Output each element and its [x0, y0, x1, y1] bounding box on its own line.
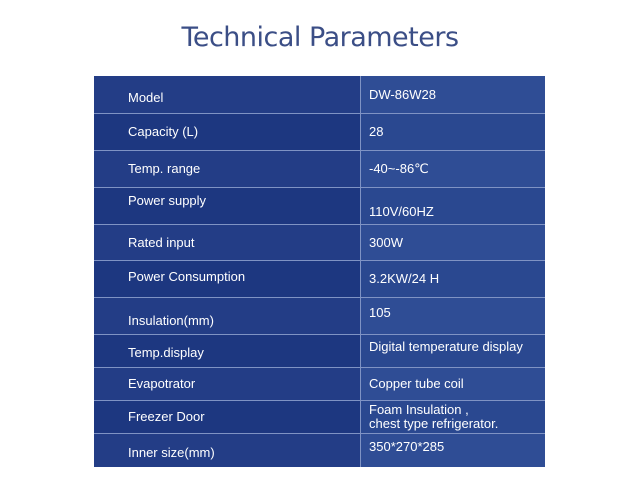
- row-value: 105: [360, 298, 545, 334]
- row-value: 28: [360, 114, 545, 150]
- row-value: DW-86W28: [360, 76, 545, 113]
- row-value: 300W: [360, 225, 545, 260]
- row-label: Power supply: [94, 188, 360, 224]
- row-value: 3.2KW/24 H: [360, 261, 545, 297]
- parameters-table: [94, 76, 545, 467]
- table-row: [94, 368, 545, 401]
- table-row: [94, 114, 545, 151]
- table-row: [94, 151, 545, 188]
- row-value: 110V/60HZ: [360, 188, 545, 224]
- row-label: Temp. range: [94, 151, 360, 187]
- table-row: [94, 298, 545, 335]
- row-label: Freezer Door: [94, 401, 360, 433]
- row-value: Foam Insulation , chest type refrigerator.: [360, 401, 545, 433]
- row-label: Capacity (L): [94, 114, 360, 150]
- row-value: 350*270*285: [360, 434, 545, 467]
- table-row: [94, 401, 545, 434]
- row-value: -40~-86℃: [360, 151, 545, 187]
- table-row: [94, 188, 545, 225]
- table-row: [94, 335, 545, 368]
- row-value: Digital temperature display: [360, 335, 545, 367]
- table-row: [94, 76, 545, 114]
- table-row: [94, 434, 545, 467]
- page-title: Technical Parameters: [181, 22, 459, 53]
- table-row: [94, 261, 545, 298]
- row-label: Model: [94, 76, 360, 113]
- row-label: Rated input: [94, 225, 360, 260]
- row-label: Evapotrator: [94, 368, 360, 400]
- row-label: Power Consumption: [94, 261, 360, 297]
- row-label: Temp.display: [94, 335, 360, 367]
- row-label: Inner size(mm): [94, 434, 360, 467]
- row-label: Insulation(mm): [94, 298, 360, 334]
- row-value: Copper tube coil: [360, 368, 545, 400]
- table-row: [94, 225, 545, 261]
